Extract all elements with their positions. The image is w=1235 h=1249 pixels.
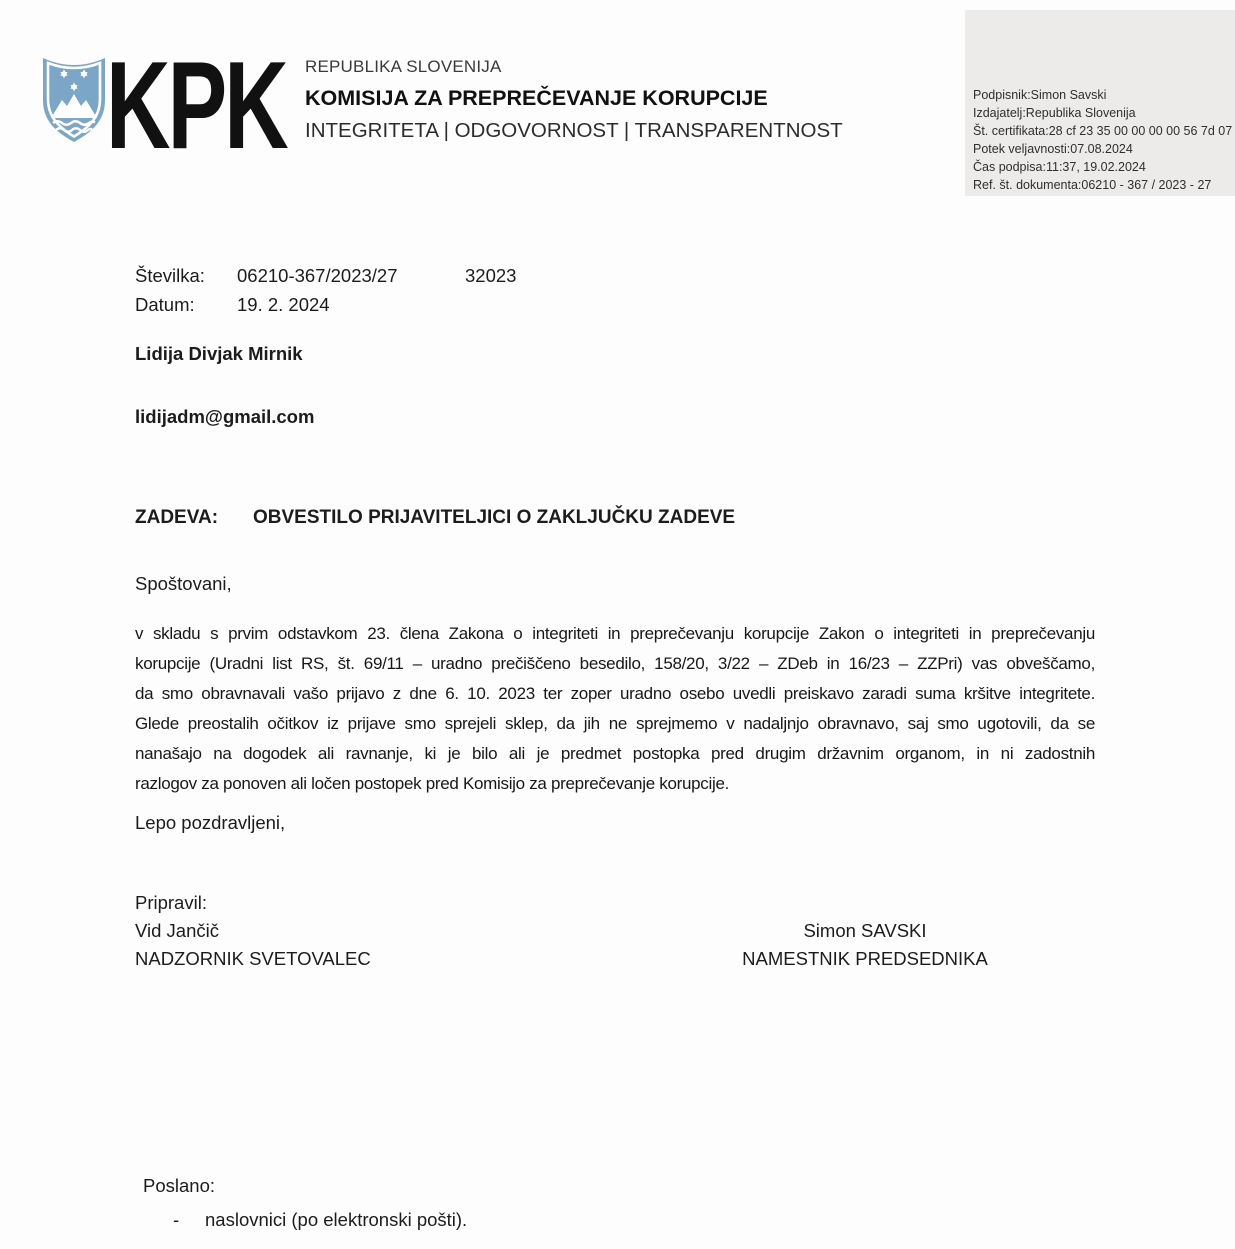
stamp-document-ref: Ref. št. dokumenta:06210 - 367 / 2023 - 27 [973,178,1212,192]
prepared-label: Pripravil: [135,892,207,913]
stamp-issuer: Izdajatelj:Republika Slovenija [973,106,1136,120]
preparer-name: Vid Jančič [135,920,219,941]
body-paragraph [135,619,1095,799]
document-meta [135,261,517,319]
recipient-email: lidijadm@gmail.com [135,406,315,427]
number-extra: 32023 [465,265,517,286]
stamp-signing-time: Čas podpisa:11:37, 19.02.2024 [973,160,1146,174]
date-value: 19. 2. 2024 [237,294,330,315]
number-value: 06210-367/2023/27 [237,265,398,286]
recipient-name: Lidija Divjak Mirnik [135,343,303,364]
prepared-by-block [135,889,371,973]
signer-block [680,917,1050,973]
sent-item-text: naslovnici (po elektronski pošti). [205,1209,468,1230]
sent-to-block [143,1172,467,1234]
stamp-signer: Podpisnik:Simon Savski [973,88,1107,102]
kpk-logo-text: KPK [106,37,286,175]
digital-signature-stamp [965,10,1235,196]
date-label: Datum: [135,294,195,315]
body-line: razlogov za ponoven ali ločen postopek pred Komisijo za preprečevanje korupcije. [135,774,730,793]
number-label: Številka: [135,265,205,286]
subject-label: ZADEVA: [135,507,219,528]
org-name: KOMISIJA ZA PREPREČEVANJE KORUPCIJE [305,86,768,110]
signer-title: NAMESTNIK PREDSEDNIKA [742,948,988,969]
body-line: korupcije (Uradni list RS, št. 69/11 – uradno prečiščeno besedilo, 158/20, 3/22 – ZDeb in 16/23 – ZZPri) vas obveščamo, [135,654,1095,673]
date-row [135,290,397,319]
sent-label: Poslano: [143,1175,215,1196]
body-line: v skladu s prvim odstavkom 23. člena Zakona o integriteti in preprečevanju korupcije Zakon o integriteti in preprečevanju [135,624,1095,643]
slovenia-coat-of-arms-icon [40,55,108,150]
dash-bullet: - [173,1209,180,1230]
subject-title: OBVESTILO PRIJAVITELJICI O ZAKLJUČKU ZADEVE [253,507,736,528]
sent-item [143,1206,467,1234]
organization-block [305,57,843,143]
body-line: da smo obravnavali vašo prijavo z dne 6. 10. 2023 ter zoper uradno osebo uvedli preiskavo zaradi suma kršitve integritete. [135,684,1095,703]
closing-line: Lepo pozdravljeni, [135,812,286,833]
body-line: Glede preostalih očitkov iz prijave smo sprejeli sklep, da jih ne sprejmemo v nadaljnjo obravnavo, saj smo ugotovili, da se [135,714,1095,733]
org-motto: INTEGRITETA | ODGOVORNOST | TRANSPARENTNOST [305,119,843,142]
subject-row [135,507,735,529]
number-row [135,261,517,290]
stamp-validity: Potek veljavnosti:07.08.2024 [973,142,1133,156]
recipient-block [135,343,314,428]
salutation: Spoštovani, [135,573,232,594]
signer-name: Simon SAVSKI [803,920,927,941]
stamp-certificate-number: Št. certifikata:28 cf 23 35 00 00 00 00 56 7d 07 [973,124,1233,138]
preparer-title: NADZORNIK SVETOVALEC [135,948,371,969]
org-country: REPUBLIKA SLOVENIJA [305,57,502,76]
body-line: nanašajo na dogodek ali ravnanje, ki je bilo ali je predmet postopka pred drugim državnim organom, in ni zadostnih [135,744,1095,763]
